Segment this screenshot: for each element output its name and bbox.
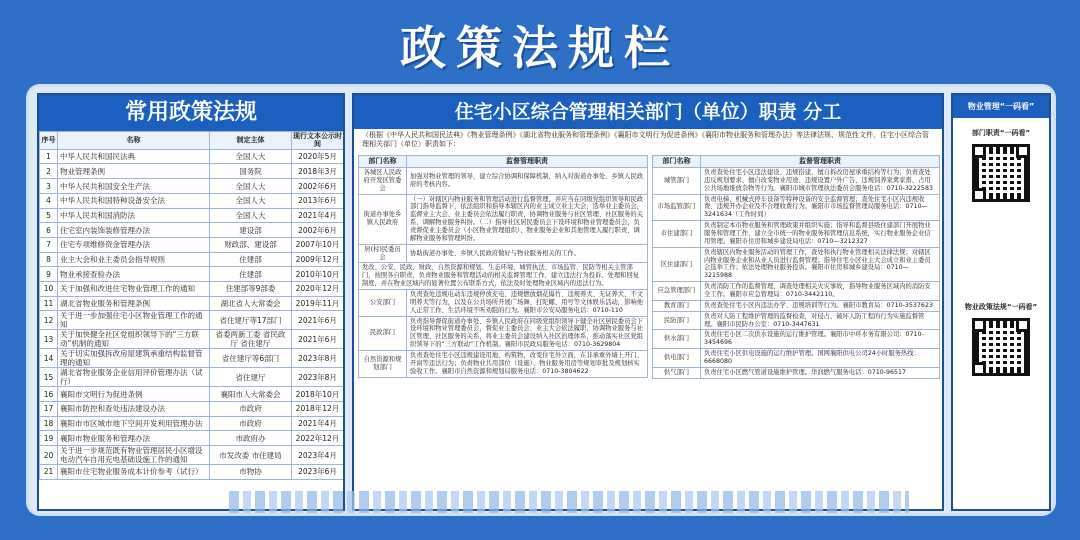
table-cell: 建设部 — [210, 223, 292, 238]
table-cell: 2020年5月 — [292, 149, 344, 164]
qr-caption-duties: 部门职责“一码看” — [971, 129, 1031, 137]
table-cell: 10 — [40, 281, 58, 296]
table-cell: 18 — [40, 416, 58, 431]
table-row — [653, 330, 940, 349]
table-cell: 省住建厅 — [210, 368, 292, 387]
table-cell: 17 — [40, 402, 58, 417]
table-cell: 襄阳市住宅物业服务成本计价参考（试行） — [58, 465, 210, 480]
table-cell: 关于加快健全社区党组织领导下的“三方联动”机制的通知 — [58, 330, 210, 349]
table-row — [40, 267, 344, 282]
table-cell: 2021年6月 — [292, 330, 344, 349]
table-cell: 2022年12月 — [292, 431, 344, 446]
table-cell: 中华人民共和国安全生产法 — [58, 179, 210, 194]
col-header: 制定主体 — [210, 132, 292, 150]
table-row — [40, 387, 344, 402]
table-row — [653, 300, 940, 311]
department-duty: 发改、公安、民政、财政、自然资源和规划、生态环境、城管执法、市场监管、民防等相关主管部门，按照各自职责，负责物业服务和管理活动的相关监督管理工作，建立违法行为投诉、处理和回复制度，并在物业区域内的显著位置公布联系方式，依法及时处理物业区域内的违法行为。 — [359, 263, 648, 290]
table-cell: 湖北省物业服务企业信用评价管理办法（试行） — [58, 368, 210, 387]
table-row — [653, 221, 940, 248]
department-name: 区住建部门 — [653, 247, 701, 281]
department-duty: 加强对物业管理的领导，建立综合协调和保障机制，纳入对街道办事处、乡镇人民政府的考核内容。 — [407, 168, 648, 195]
table-row — [359, 263, 648, 290]
table-cell: 2023年8月 — [292, 349, 344, 368]
table-row — [40, 223, 344, 238]
table-row — [40, 237, 344, 252]
table-row — [40, 164, 344, 179]
table-cell: 2002年6月 — [292, 223, 344, 238]
department-duty: 负责电梯、机械式停车设备等特种设备的安全监督管理；查处住宅小区内违规收费、违规开办企业及不合理收费行为。襄阳市市场监督管理局服务电话：0710—3241634（工作时间） — [701, 194, 940, 221]
department-duty: 负责指导督促街道办事处、乡镇人民政府在同级党组织领导下健全社区居民委员会下设环境和物业管理委员会，督促业主委员会、业主大会依法履职，协调物业服务与社区管理、社区服务的关系，将业主委员会建设纳入社区治理体系，推动落实社区党组织领导下的“三方联动”工作机制。襄阳市民政局服务电话：0710-3629804 — [407, 316, 648, 350]
table-cell: 全国人大 — [210, 179, 292, 194]
department-name: 民政部门 — [359, 316, 407, 350]
table-row — [359, 316, 648, 350]
table-cell: 襄阳市市区城市地下空间开发利用管理办法 — [58, 416, 210, 431]
table-cell: 2021年4月 — [292, 416, 344, 431]
table-row — [40, 193, 344, 208]
table-cell: 2007年10月 — [292, 237, 344, 252]
table-cell: 省住建厅等17部门 — [210, 311, 292, 330]
duties-intro: （根据《中华人民共和国民法典》《物业管理条例》《湖北省物业服务和管理条例》《襄阳市文明行为促进条例》《襄阳市物业服务和管理办法》等法律法规、规范性文件，住宅小区综合管理相关部门（单位）职责如下： — [362, 131, 929, 149]
table-cell: 关于进一步加强住宅小区物业管理工作的通知 — [58, 311, 210, 330]
table-cell: 襄阳市物业服务和管理办法 — [58, 431, 210, 446]
table-cell: 中华人民共和国消防法 — [58, 208, 210, 223]
col-header: 监督管理职责 — [701, 156, 940, 168]
table-row — [40, 179, 344, 194]
table-cell: 2021年4月 — [292, 208, 344, 223]
col-header: 序号 — [40, 132, 58, 150]
department-duty: （一）对辖区内物业服务和管理活动进行监督管理，并应当在同级党组织领导和民政部门指导监督下，依法组织和指导本辖区内的业主成立业主大会，选举业主委员会，监督业主大会、业主委员会依法履行职责，协调物业服务与社区管理、社区服务的关系，调解物业服务纠纷。（二）指导社区居民委员会下设环境和物业管理委员会，负责督促业主委员会（小区物业管理组织）、物业服务企业和其他管理人履行职责，调解物业服务和管理纠纷。 — [407, 194, 648, 244]
table-cell: 2018年3月 — [292, 164, 344, 179]
table-row — [40, 465, 344, 480]
skyline-decoration — [229, 491, 909, 513]
qr-caption-policies: 物业政策法规“一码看” — [964, 303, 1038, 311]
table-cell: 2010年10月 — [292, 267, 344, 282]
qr-code-duties[interactable] — [972, 144, 1030, 202]
table-cell: 市政府办 — [210, 431, 292, 446]
table-cell: 物业管理条例 — [58, 164, 210, 179]
policy-table — [39, 131, 344, 480]
table-cell: 襄阳市防控和查处违法建设办法 — [58, 402, 210, 417]
department-duty: 负责查处住宅小区违法建设、违规搭建、擅自拆改房屋承重结构等行为；负责查处违反规划要求、擅自改变物业用途、违规设置户外广告、违规饲养家禽家畜、占用公共场地堆放杂物等行为。襄阳市城市管理执法委员会服务电话：0710-3222583 — [701, 168, 940, 195]
table-row — [653, 311, 940, 330]
col-header: 监督管理职责 — [407, 156, 648, 168]
table-cell: 7 — [40, 237, 58, 252]
table-cell: 襄阳市文明行为促进条例 — [58, 387, 210, 402]
department-duty: 协助街道办事处、乡镇人民政府做好与物业服务相关的工作。 — [407, 244, 648, 263]
table-cell: 13 — [40, 330, 58, 349]
table-cell: 湖北省物业服务和管理条例 — [58, 296, 210, 311]
policy-list-panel — [37, 93, 345, 511]
table-cell: 业主大会和业主委员会指导规则 — [58, 252, 210, 267]
department-duty: 负责对人防工程维护管理的监督检查，对侵占、破坏人防工程的行为实施监督管理。襄阳市民防办公室：0710-3447631 — [701, 311, 940, 330]
table-cell: 2019年11月 — [292, 296, 344, 311]
table-cell: 2018年12月 — [292, 402, 344, 417]
department-name: 自然资源和规划部门 — [359, 351, 407, 378]
duties-heading: 住宅小区综合管理相关部门（单位）职责 分工 — [354, 95, 942, 129]
table-cell: 中华人民共和国特种设备安全法 — [58, 193, 210, 208]
department-name: 市住建部门 — [653, 221, 701, 248]
table-cell: 2018年10月 — [292, 387, 344, 402]
department-name: 公安部门 — [359, 290, 407, 317]
duties-table-left — [358, 155, 648, 378]
table-row — [40, 252, 344, 267]
table-cell: 住宅室内装饰装修管理办法 — [58, 223, 210, 238]
department-duty: 负责制定本市物业服务和管理政策并组织实施；指导和监督县级住建部门开展物业服务和管理工作，建立全市统一的物业服务和管理信息系统，实行物业服务企业信用管理。襄阳市住房和城乡建设局电话：0710—3212327 — [701, 221, 940, 248]
table-cell: 国务院 — [210, 164, 292, 179]
table-row — [40, 402, 344, 417]
table-cell: 1 — [40, 149, 58, 164]
department-duty: 负责查处住宅小区违规建设用地、构筑物，改变住宅外立面，在非承重外墙上开门、开窗等违法行为；负责物业共用部位（设施）、物业服务用房等规划审批及规划核实验收工作。襄阳市自然资源和规划局服务电话：0710-3804622 — [407, 351, 648, 378]
table-row — [653, 247, 940, 281]
department-name: 教育部门 — [653, 300, 701, 311]
department-duty: 负责住宅小区二次供水设施的运行维护管理。襄阳市中环水务有限公司：0710-3454696 — [701, 330, 940, 349]
table-cell: 中华人民共和国民法典 — [58, 149, 210, 164]
table-cell: 2020年12月 — [292, 281, 344, 296]
department-duty: 负责查处住宅小区内违法办学、违规培训等行为。襄阳市教育局：0710-3537623 — [701, 300, 940, 311]
table-row — [40, 431, 344, 446]
table-cell: 16 — [40, 387, 58, 402]
table-cell: 5 — [40, 208, 58, 223]
col-header: 名称 — [58, 132, 210, 150]
table-cell: 2 — [40, 164, 58, 179]
table-cell: 11 — [40, 296, 58, 311]
table-row — [359, 290, 648, 317]
policy-list-heading: 常用政策法规 — [39, 95, 343, 131]
table-cell: 2023年8月 — [292, 368, 344, 387]
department-name: 供电部门 — [653, 349, 701, 368]
table-cell: 关于切实加强拆改房屋建筑承重结构监督管理的通知 — [58, 349, 210, 368]
table-cell: 省委两新工委 省民政厅 省住建厅 — [210, 330, 292, 349]
department-name: 街道办事处乡镇人民政府 — [359, 194, 407, 244]
page-title: 政策法规栏 — [400, 21, 680, 75]
table-cell: 襄阳市人大常委会 — [210, 387, 292, 402]
table-cell: 市政府 — [210, 416, 292, 431]
table-cell: 15 — [40, 368, 58, 387]
table-cell: 6 — [40, 223, 58, 238]
notice-board — [26, 84, 1056, 516]
department-duty: 负责住宅小区燃气管道设施维护管理。华润燃气服务电话：0710-96517 — [701, 367, 940, 378]
department-duty: 负责消防工作的监督管理，调查处理相关火灾事故，指导物业服务区域内的消防安全工作。襄阳市应急管理局：0710-3442110。 — [701, 282, 940, 301]
table-cell: 14 — [40, 349, 58, 368]
qr-code-policies[interactable] — [972, 318, 1030, 376]
department-name: 居(村)民委员会 — [359, 244, 407, 263]
table-cell: 12 — [40, 311, 58, 330]
table-cell: 2013年6月 — [292, 193, 344, 208]
table-cell: 住建部等9部委 — [210, 281, 292, 296]
table-cell: 住宅专项维修资金管理办法 — [58, 237, 210, 252]
table-row — [653, 282, 940, 301]
table-row — [359, 351, 648, 378]
table-cell: 2023年6月 — [292, 465, 344, 480]
table-cell: 9 — [40, 267, 58, 282]
department-name: 城管部门 — [653, 168, 701, 195]
table-cell: 19 — [40, 431, 58, 446]
table-cell: 2002年6月 — [292, 179, 344, 194]
table-cell: 全国人大 — [210, 208, 292, 223]
table-cell: 8 — [40, 252, 58, 267]
department-name: 供气部门 — [653, 367, 701, 378]
table-cell: 2021年6月 — [292, 311, 344, 330]
qr-panel — [951, 93, 1051, 511]
duties-panel — [352, 93, 944, 511]
table-row — [40, 416, 344, 431]
table-cell: 全国人大 — [210, 149, 292, 164]
duties-table-right — [652, 155, 940, 379]
table-cell: 住建部 — [210, 252, 292, 267]
table-cell: 财政部、建设部 — [210, 237, 292, 252]
department-duty: 负责住宅小区供电设施的运行维护管理。国网襄阳供电公司24小时服务热线：6668080 — [701, 349, 940, 368]
col-header: 部门名称 — [359, 156, 407, 168]
department-name: 市场监管部门 — [653, 194, 701, 221]
table-cell: 20 — [40, 446, 58, 465]
table-row — [359, 194, 648, 244]
department-name: 供水部门 — [653, 330, 701, 349]
table-row — [40, 368, 344, 387]
table-cell: 省住建厅等6部门 — [210, 349, 292, 368]
table-cell: 全国人大 — [210, 193, 292, 208]
table-cell: 市发改委 市住建局 — [210, 446, 292, 465]
table-cell: 住建部 — [210, 267, 292, 282]
table-row — [40, 330, 344, 349]
table-cell: 3 — [40, 179, 58, 194]
department-duty: 负责辖区内物业服务活动的管理工作，查处和执行物业管理相关法律法规；对辖区内物业服务企业和从业人员进行监督管理；指导住宅小区业主大会成立和业主委员会选举工作；依法处理物业服务投诉。襄阳市住房和城乡建设局：0710—3215988 — [701, 247, 940, 281]
table-cell: 21 — [40, 465, 58, 480]
department-duty: 负责查处违规电动车违规停放充电、违规燃放烟花爆竹、违规养犬、无证养犬、不文明养犬等行为，以及在公共场所开展广场舞、打陀螺、用号等文体娱乐活动，影响他人正常工作、生活环境不听劝阻的行为。襄阳市公安局服务电话：0710-110 — [407, 290, 648, 317]
col-header: 部门名称 — [653, 156, 701, 168]
table-row — [40, 296, 344, 311]
table-cell: 市政府 — [210, 402, 292, 417]
table-row — [40, 149, 344, 164]
table-row — [40, 446, 344, 465]
table-row — [40, 281, 344, 296]
table-row — [653, 367, 940, 378]
table-row — [40, 349, 344, 368]
table-cell: 市物协 — [210, 465, 292, 480]
table-cell: 物业承接查验办法 — [58, 267, 210, 282]
table-cell: 关于加强和改进住宅物业管理工作的通知 — [58, 281, 210, 296]
table-row — [653, 194, 940, 221]
table-row — [359, 168, 648, 195]
table-cell: 4 — [40, 193, 58, 208]
department-name: 各城区人民政府开发区管委会 — [359, 168, 407, 195]
table-row — [40, 208, 344, 223]
department-name: 应急管理部门 — [653, 282, 701, 301]
table-cell: 2009年12月 — [292, 252, 344, 267]
table-cell: 2023年4月 — [292, 446, 344, 465]
qr-panel-heading: 物业管理“一码看” — [953, 95, 1049, 118]
table-row — [653, 349, 940, 368]
department-name: 民防部门 — [653, 311, 701, 330]
table-cell: 关于进一步规范既有物业管理居民小区增设电动汽车自用充电基础设施工作的通知 — [58, 446, 210, 465]
table-row — [653, 168, 940, 195]
table-row — [359, 244, 648, 263]
table-cell: 湖北省人大常委会 — [210, 296, 292, 311]
col-header: 现行文本公示时间 — [293, 132, 342, 149]
table-row — [40, 311, 344, 330]
